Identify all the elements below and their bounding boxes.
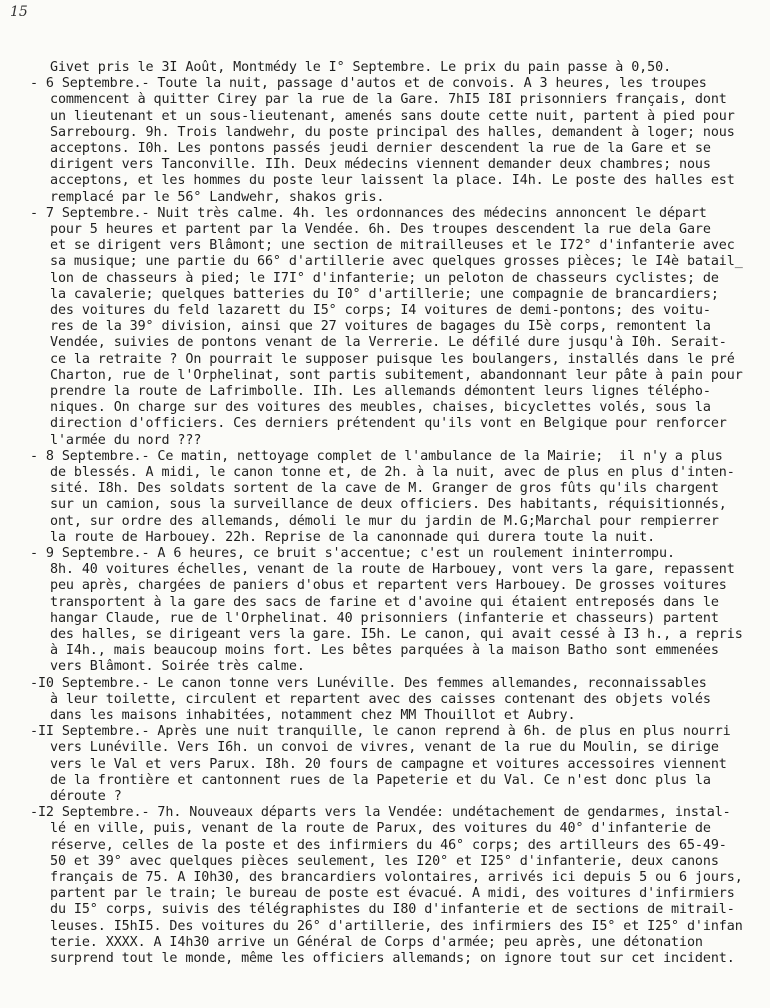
text-line: terie. XXXX. A I4h30 arrive un Général de Corps d'armée; peu après, une détonation [50, 934, 703, 950]
text-line: un lieutenant et un sous-lieutenant, amenés sans doute cette nuit, partent à pied pour [50, 108, 735, 124]
text-line: niques. On charge sur des voitures des meubles, chaises, bicyclettes volés, sous la [50, 400, 711, 416]
text-line: -II Septembre.- Après une nuit tranquille, le canon reprend à 6h. de plus en plus nourri [30, 724, 731, 740]
text-line: de la frontière et cantonnent rues de la Papeterie et du Val. Ce n'est donc plus la [50, 772, 711, 788]
text-line: 50 et 39° avec quelques pièces seulement, les I20° et I25° d'infanterie, deux canons [50, 853, 719, 869]
text-line: peu après, chargées de paniers d'obus et repartent vers Harbouey. De grosses voitures [50, 578, 727, 594]
text-line: Givet pris le 3I Août, Montmédy le I° Septembre. Le prix du pain passe à 0,50. [50, 60, 672, 75]
text-line: acceptons. I0h. Les pontons passés jeudi dernier descendent la rue de la Gare et se [50, 141, 711, 156]
page-number: 15 [10, 4, 28, 20]
text-line: - 7 Septembre.- Nuit très calme. 4h. les ordonnances des médecins annoncent le départ [30, 205, 707, 221]
text-line: leuses. I5hI5. Des voitures du 26° d'artillerie, des infirmiers des I5° et I25° d'infan [50, 918, 743, 934]
text-line: Sarrebourg. 9h. Trois landwehr, du poste principal des halles, demandent à loger; nous [50, 124, 735, 140]
text-line: remplacé par le 56° Landwehr, shakos gris. [50, 189, 385, 205]
text-line: des halles, se dirigeant vers la gare. I5h. Le canon, qui avait cessé à I3 h., a repris [50, 627, 743, 642]
text-line: dans les maisons inhabitées, notamment chez MM Thouillot et Aubry. [50, 708, 576, 723]
text-line: sa musique; une partie du 66° d'artillerie avec quelques grosses pièces; le I4è batail_ [50, 254, 743, 270]
text-line: -I0 Septembre.- Le canon tonne vers Lunéville. Des femmes allemandes, reconnaissables [30, 675, 707, 691]
text-line: sur un camion, sous la surveillance de deux officiers. Des habitants, réquisitionnés, [50, 497, 727, 513]
text-line: direction d'officiers. Ces derniers prétendent qu'ils vont en Belgique pour renforcer [50, 416, 727, 432]
text-line: surprend tout le monde, même les officiers allemands; on ignore tout sur cet incident. [50, 951, 735, 966]
text-line: l'armée du nord ??? [50, 432, 202, 448]
text-line: hangar Claude, rue de l'Orphelinat. 40 prisonniers (infanterie et chasseurs) partent [50, 610, 719, 626]
text-line: la cavalerie; quelques batteries du I0° d'artillerie; une compagnie de brancardiers; [50, 286, 719, 302]
text-line: des voitures du feld lazarett du I5° corps; I4 voitures de demi-pontons; des voitu- [50, 303, 711, 318]
text-line: 8h. 40 voitures échelles, venant de la route de Harbouey, vont vers la gare, repassent [50, 562, 735, 578]
text-line: - 6 Septembre.- Toute la nuit, passage d'autos et de convois. A 3 heures, les troupes [30, 76, 707, 92]
text-line: - 8 Septembre.- Ce matin, nettoyage complet de l'ambulance de la Mairie; il n'y a plus [30, 448, 723, 464]
text-line: dirigent vers Tanconville. IIh. Deux médecins viennent demander deux chambres; nous [50, 157, 711, 173]
text-line: lé en ville, puis, venant de la route de Parux, des voitures du 40° d'infanterie de [50, 821, 711, 837]
text-line: vers Blâmont. Soirée très calme. [50, 659, 305, 675]
text-line: prendre la route de Lafrimbolle. IIh. Les allemands démontent leurs lignes télépho- [50, 384, 711, 399]
text-line: à leur toilette, circulent et repartent avec des caisses contenant des objets volés [50, 691, 711, 707]
text-line: réserve, celles de la poste et des infirmiers du 46° corps; des artilleurs des 65-49- [50, 837, 727, 853]
text-line: pour 5 heures et partent par la Vendée. 6h. Des troupes descendent la rue dela Gare [50, 222, 711, 237]
text-line: du I5° corps, suivis des télégraphistes du I80 d'infanterie et de sections de mitrail- [50, 902, 735, 918]
text-line: lon de chasseurs à pied; le I7I° d'infanterie; un peloton de chasseurs cyclistes; de [50, 270, 719, 286]
text-line: sité. I8h. Des soldats sortent de la cave de M. Granger de gros fûts qu'ils chargent [50, 481, 719, 497]
text-line: de blessés. A midi, le canon tonne et, de 2h. à la nuit, avec de plus en plus d'inten- [50, 465, 735, 480]
text-line: acceptons, et les hommes du poste leur laissent la place. I4h. Le poste des halles est [50, 173, 735, 189]
text-line: Charton, rue de l'Orphelinat, sont partis subitement, abandonnant leur pâte à pain pour [50, 367, 743, 383]
text-line: ce la retraite ? On pourrait le supposer puisque les boulangers, installés dans le pré [50, 351, 735, 367]
text-line: ont, sur ordre des allemands, démoli le mur du jardin de M.G;Marchal pour rempierrer [50, 513, 719, 529]
text-line: transportent à la gare des sacs de farine et d'avoine qui étaient entreposés dans le [50, 594, 719, 610]
text-line: à I4h., mais beaucoup moins fort. Les bêtes parquées à la maison Batho sont emmenées [50, 643, 719, 659]
text-line: Vendée, suivies de pontons venant de la Verrerie. Le défilé dure jusqu'à I0h. Serait- [50, 335, 727, 351]
text-line: la route de Harbouey. 22h. Reprise de la canonnade qui durera toute la nuit. [50, 529, 656, 545]
text-line: -I2 Septembre.- 7h. Nouveaux départs vers la Vendée: undétachement de gendarmes, instal- [30, 805, 731, 821]
text-line: commencent à quitter Cirey par la rue de la Gare. 7hI5 I8I prisonniers français, dont [50, 92, 727, 108]
text-line: français de 75. A I0h30, des brancardiers volontaires, arrivés ici depuis 5 ou 6 jours, [50, 870, 743, 885]
text-line: partent par le train; le bureau de poste est évacué. A midi, des voitures d'infirmiers [50, 886, 735, 902]
text-line: vers Lunéville. Vers I6h. un convoi de vivres, venant de la rue du Moulin, se dirige [50, 740, 719, 756]
text-line: et se dirigent vers Blâmont; une section de mitrailleuses et le I72° d'infanterie avec [50, 238, 735, 254]
text-line: - 9 Septembre.- A 6 heures, ce bruit s'accentue; c'est un roulement ininterrompu. [30, 546, 675, 561]
text-line: déroute ? [50, 789, 122, 804]
text-line: vers le Val et vers Parux. I8h. 20 fours de campagne et voitures accessoires viennent [50, 756, 727, 772]
text-line: res de la 39° division, ainsi que 27 voitures de bagages du I5è corps, remontent la [50, 319, 711, 335]
